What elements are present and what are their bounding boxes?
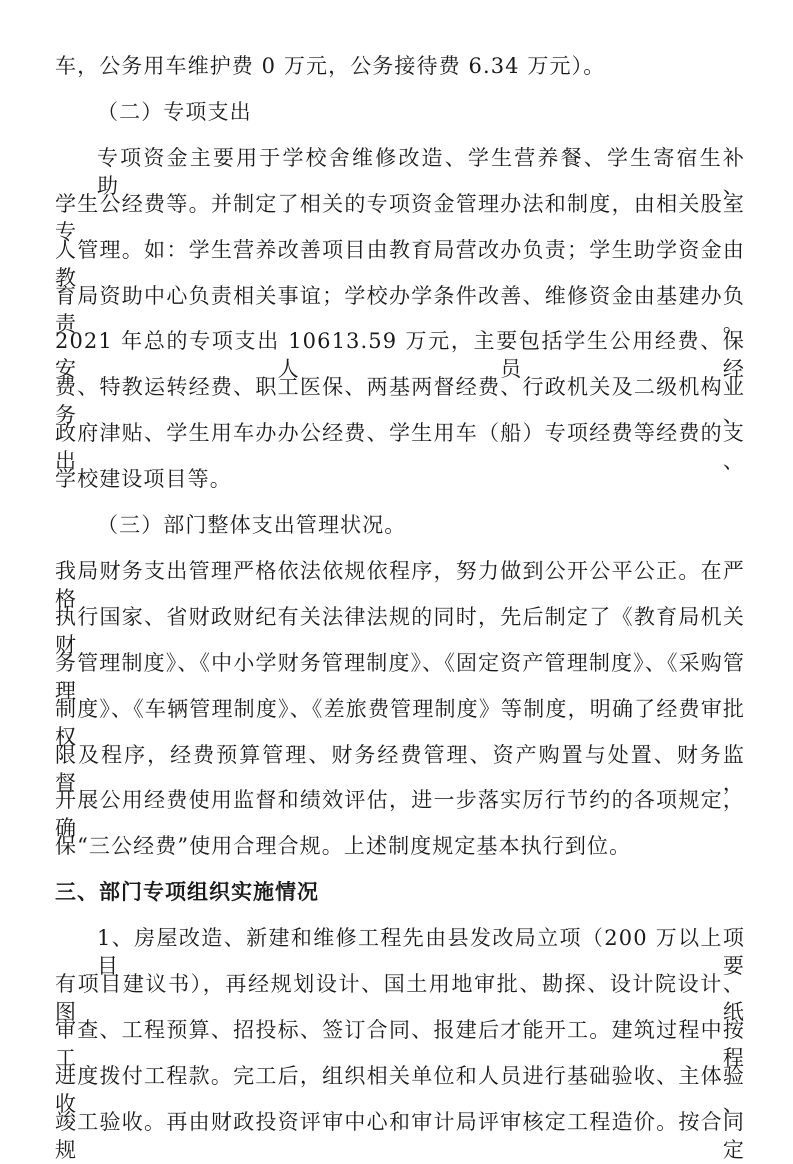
paragraph-line: 2021 年总的专项支出 10613.59 万元，主要包括学生公用经费、保安人员经 xyxy=(55,329,745,382)
paragraph-line: 保“三公经费”使用合理合规。上述制度规定基本执行到位。 xyxy=(55,834,632,859)
paragraph-line: 限及程序，经费预算管理、财务经费管理、资产购置与处置、财务监督， xyxy=(55,742,745,795)
paragraph-line: 学校建设项目等。 xyxy=(55,467,232,492)
paragraph-line: 竣工验收。再由财政投资评审中心和审计局评审核定工程造价。按合同规定 xyxy=(55,1109,745,1162)
paragraph-line: 审查、工程预算、招投标、签订合同、报建后才能开工。建筑过程中按工程 xyxy=(55,1017,745,1070)
paragraph-line: 专项资金主要用于学校舍维修改造、学生营养餐、学生寄宿生补助、 xyxy=(97,145,745,198)
paragraph-line: 我局财务支出管理严格依法依规依程序，努力做到公开公平公正。在严格 xyxy=(55,558,745,611)
section-heading: 三、部门专项组织实施情况 xyxy=(55,880,319,905)
paragraph-line: 务管理制度》、《中小学财务管理制度》、《固定资产管理制度》、《采购管理 xyxy=(55,650,745,703)
paragraph-line: 人管理。如：学生营养改善项目由教育局营改办负责；学生助学资金由教 xyxy=(55,237,745,290)
paragraph-line: 学生公经费等。并制定了相关的专项资金管理办法和制度，由相关股室专 xyxy=(55,191,745,244)
paragraph-line: 执行国家、省财政财纪有关法律法规的同时，先后制定了《教育局机关财 xyxy=(55,604,745,657)
paragraph-line: 政府津贴、学生用车办办公经费、学生用车（船）专项经费等经费的支出、 xyxy=(55,421,745,474)
paragraph-line: 育局资助中心负责相关事谊；学校办学条件改善、维修资金由基建办负责。 xyxy=(55,283,745,336)
paragraph-line: 进度拨付工程款。完工后，组织相关单位和人员进行基础验收、主体验收、 xyxy=(55,1063,745,1116)
text-line: 车，公务用车维护费 0 万元，公务接待费 6.34 万元）。 xyxy=(55,54,606,78)
paragraph-line: 1、房屋改造、新建和维修工程先由县发改局立项（200 万以上项目要 xyxy=(97,926,745,979)
section-subheading: （三）部门整体支出管理状况。 xyxy=(97,513,407,537)
paragraph-line: 开展公用经费使用监督和绩效评估，进一步落实厉行节约的各项规定，确 xyxy=(55,788,745,841)
paragraph-line: 费、特教运转经费、职工医保、两基两督经费、行政机关及二级机构业务、 xyxy=(55,375,745,428)
paragraph-line: 有项目建议书），再经规划设计、国土用地审批、勘探、设计院设计、图纸 xyxy=(55,972,745,1024)
section-subheading: （二）专项支出 xyxy=(97,99,252,124)
paragraph-line: 制度》、《车辆管理制度》、《差旅费管理制度》等制度，明确了经费审批权 xyxy=(55,696,745,749)
